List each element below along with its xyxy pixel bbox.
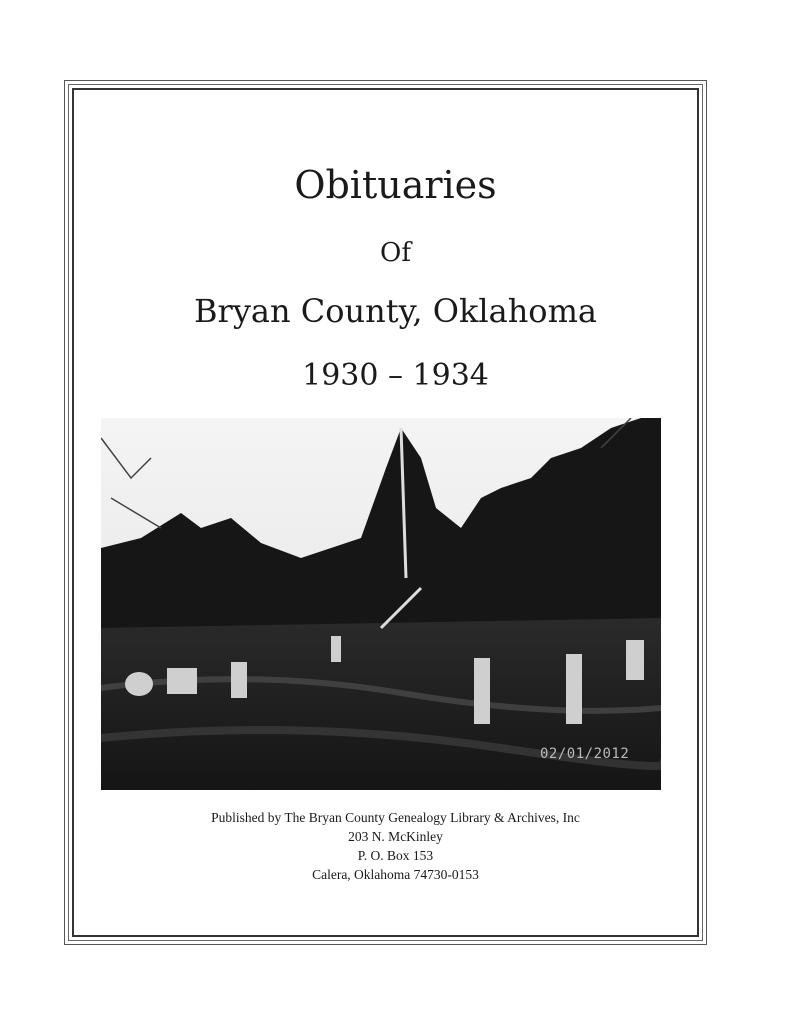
publisher-name: Published by The Bryan County Genealogy Library & Archives, Inc	[211, 810, 580, 825]
publisher-city: Calera, Oklahoma 74730-0153	[312, 867, 479, 882]
publisher-info	[0, 808, 791, 884]
document-title: Obituaries	[294, 163, 497, 207]
county-name: Bryan County, Oklahoma	[194, 292, 597, 330]
title-of: Of	[380, 238, 411, 268]
publisher-street: 203 N. McKinley	[348, 829, 443, 844]
year-range: 1930 – 1934	[302, 358, 489, 393]
publisher-po-box: P. O. Box 153	[357, 848, 434, 863]
cemetery-photo	[101, 418, 661, 790]
photo-date-stamp: 02/01/2012	[540, 746, 630, 762]
